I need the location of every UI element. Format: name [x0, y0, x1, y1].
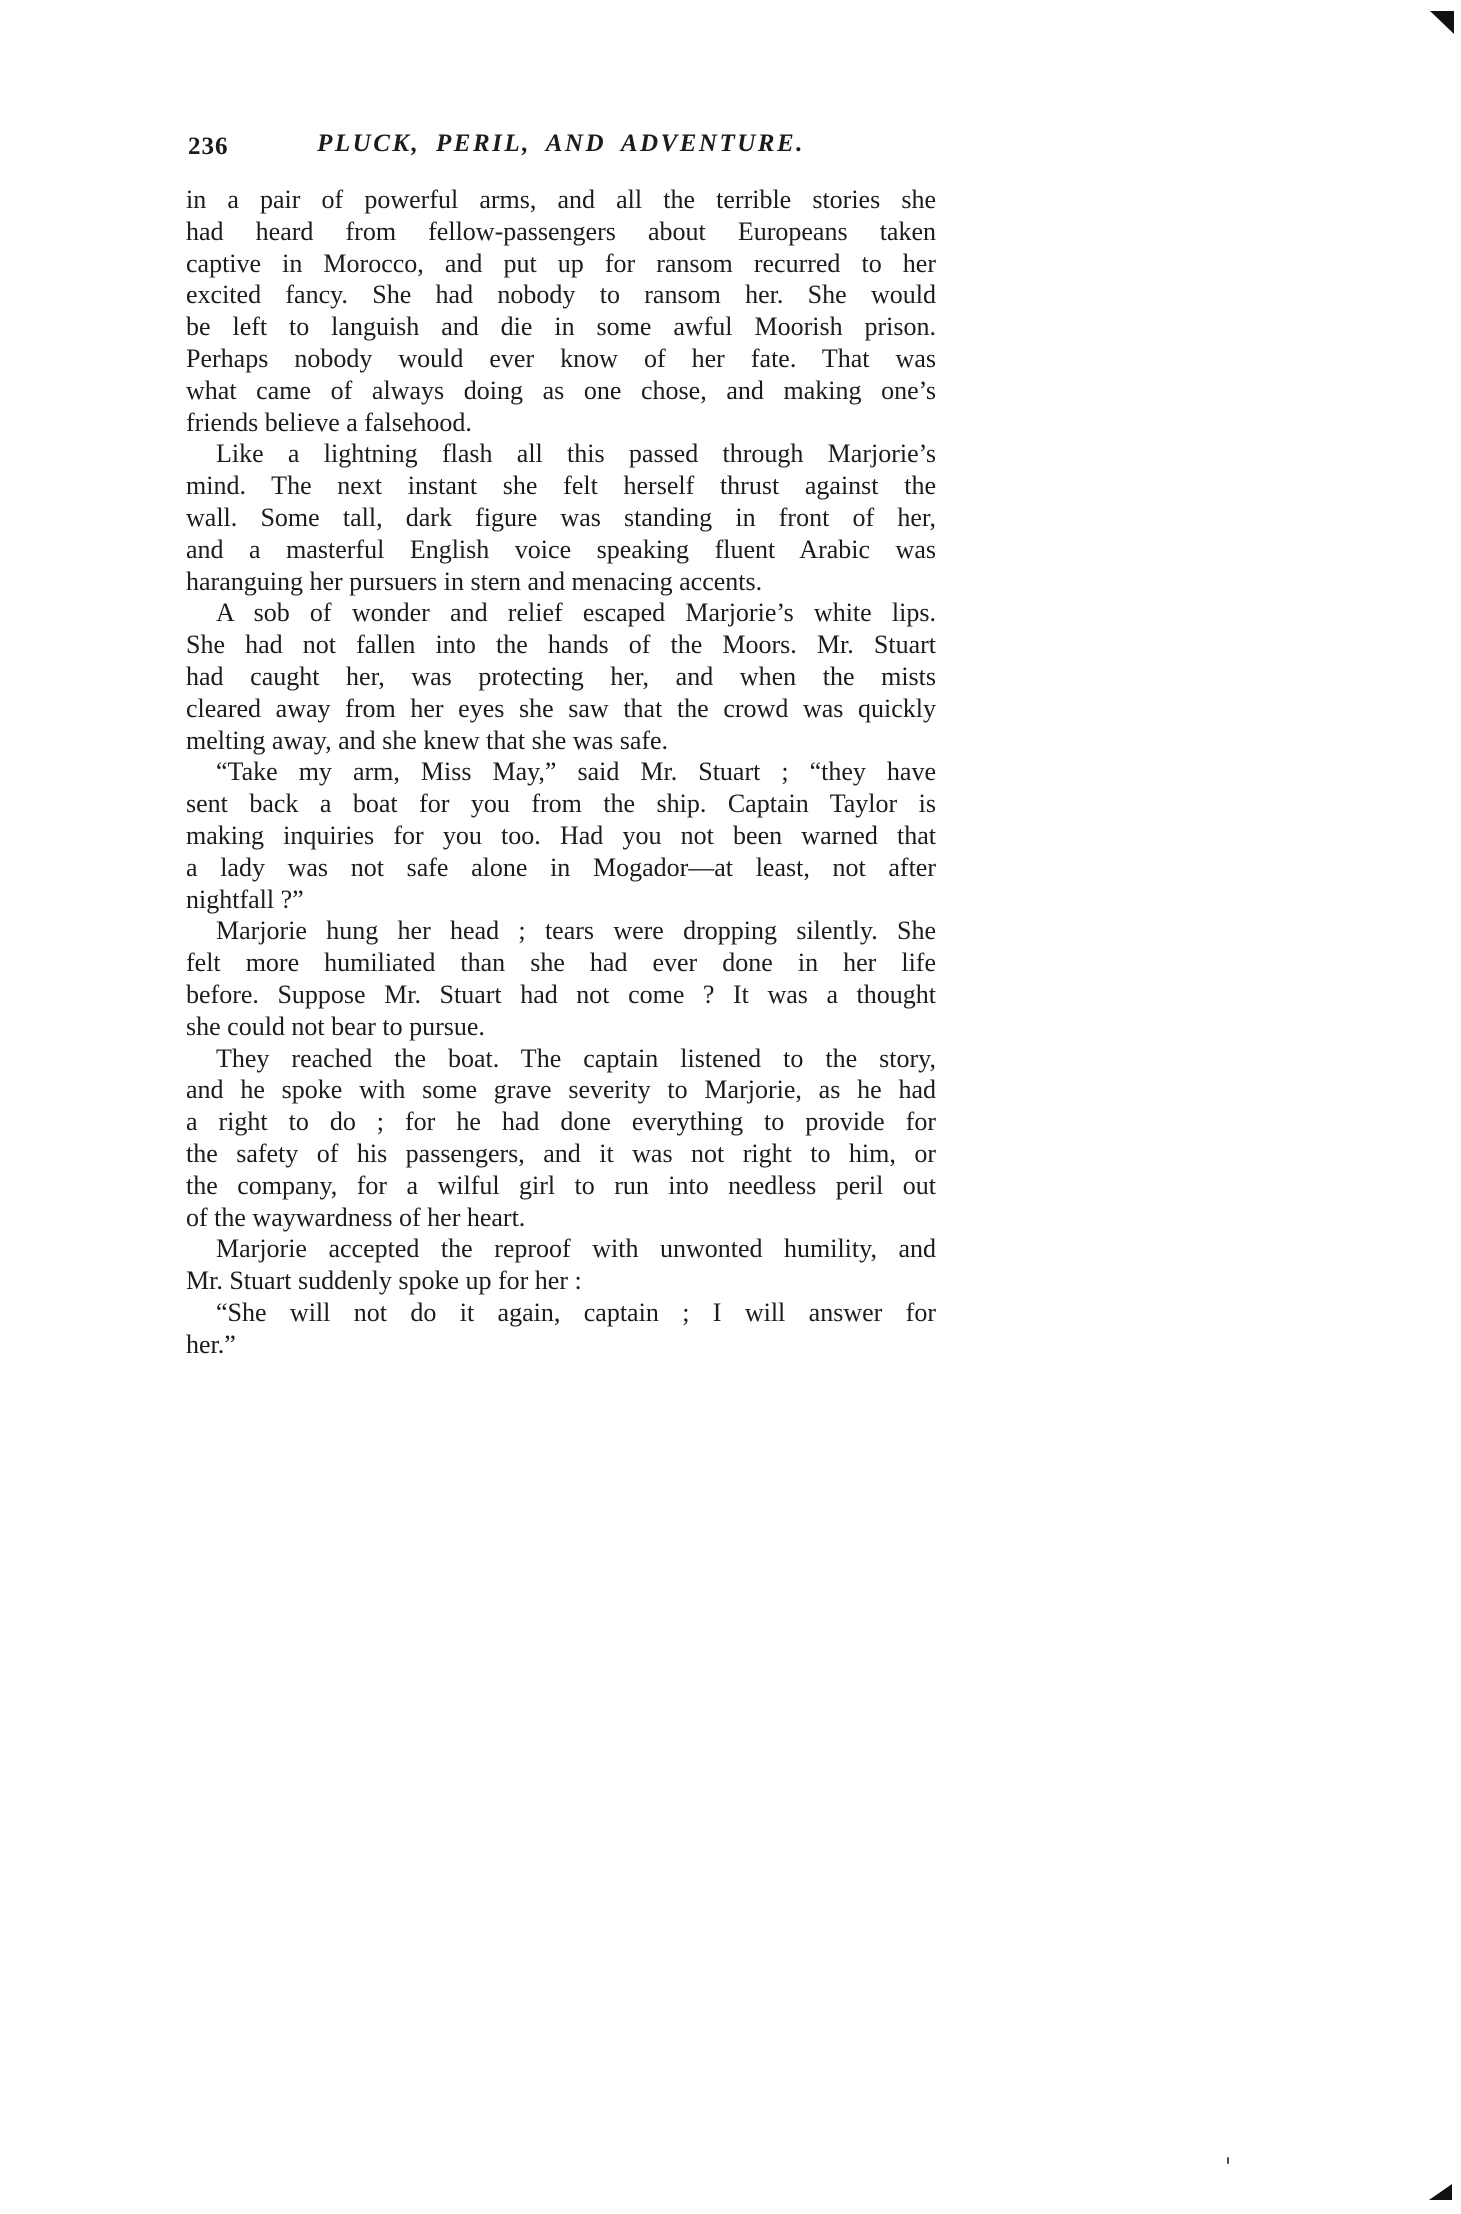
text-line: “Take my arm, Miss May,” said Mr. Stuart ; “they have — [216, 757, 936, 787]
running-header — [186, 130, 936, 166]
text-line: She had not fallen into the hands of the Moors. Mr. Stuart — [186, 630, 936, 660]
text-line: making inquiries for you too. Had you not been warned that — [186, 820, 936, 850]
text-line: the safety of his passengers, and it was not right to him, or — [186, 1138, 936, 1168]
page-number: 236 — [188, 133, 229, 160]
text-line: sent back a boat for you from the ship. Captain Taylor is — [186, 789, 936, 819]
text-line: be left to languish and die in some awful Moorish prison. — [186, 312, 936, 342]
text-line: Marjorie hung her head ; tears were dropping silently. She — [216, 916, 936, 946]
page-title: PLUCK, PERIL, AND ADVENTURE. — [317, 130, 805, 157]
text-line: had caught her, was protecting her, and when the mists — [186, 661, 936, 691]
text-line: captive in Morocco, and put up for ransom recurred to her — [186, 248, 936, 278]
body-text — [186, 184, 936, 1360]
text-line: A sob of wonder and relief escaped Marjorie’s white lips. — [216, 598, 936, 628]
text-line: she could not bear to pursue. — [186, 1011, 485, 1041]
text-line: in a pair of powerful arms, and all the terrible stories she — [186, 185, 936, 214]
text-line: a lady was not safe alone in Mogador—at least, not after — [186, 852, 936, 882]
text-line: felt more humiliated than she had ever done in her life — [186, 948, 936, 978]
text-line: had heard from fellow-passengers about Europeans taken — [186, 216, 936, 246]
text-line: “She will not do it again, captain ; I will answer for — [216, 1297, 936, 1327]
text-line: the company, for a wilful girl to run into needless peril out — [186, 1170, 936, 1200]
text-line: melting away, and she knew that she was safe. — [186, 725, 669, 755]
text-line: Mr. Stuart suddenly spoke up for her : — [186, 1266, 582, 1296]
text-line: They reached the boat. The captain listened to the story, — [216, 1043, 936, 1073]
text-line: Marjorie accepted the reproof with unwonted humility, and — [216, 1234, 936, 1264]
text-line: excited fancy. She had nobody to ransom her. She would — [186, 280, 936, 310]
text-line: Perhaps nobody would ever know of her fate. That was — [186, 343, 936, 373]
text-line: before. Suppose Mr. Stuart had not come ? It was a thought — [186, 979, 936, 1009]
text-line: what came of always doing as one chose, and making one’s — [186, 375, 936, 405]
text-line: mind. The next instant she felt herself thrust against the — [186, 471, 936, 501]
text-line: cleared away from her eyes she saw that the crowd was quickly — [186, 693, 936, 723]
text-line: of the waywardness of her heart. — [186, 1202, 526, 1232]
scan-corner-mark-bottom-right-icon — [1429, 2184, 1452, 2200]
text-line: and he spoke with some grave severity to Marjorie, as he had — [186, 1075, 936, 1105]
scan-speck-artifact — [1227, 2157, 1229, 2164]
scan-corner-mark-top-right-icon — [1430, 11, 1454, 34]
text-line: and a masterful English voice speaking fluent Arabic was — [186, 534, 936, 564]
text-line: her.” — [186, 1329, 236, 1359]
text-line: wall. Some tall, dark figure was standing in front of her, — [186, 502, 936, 532]
text-line: haranguing her pursuers in stern and menacing accents. — [186, 566, 763, 596]
text-line: a right to do ; for he had done everything to provide for — [186, 1107, 936, 1137]
text-line: nightfall ?” — [186, 884, 304, 914]
text-line: Like a lightning flash all this passed through Marjorie’s — [216, 439, 936, 469]
text-line: friends believe a falsehood. — [186, 407, 472, 437]
